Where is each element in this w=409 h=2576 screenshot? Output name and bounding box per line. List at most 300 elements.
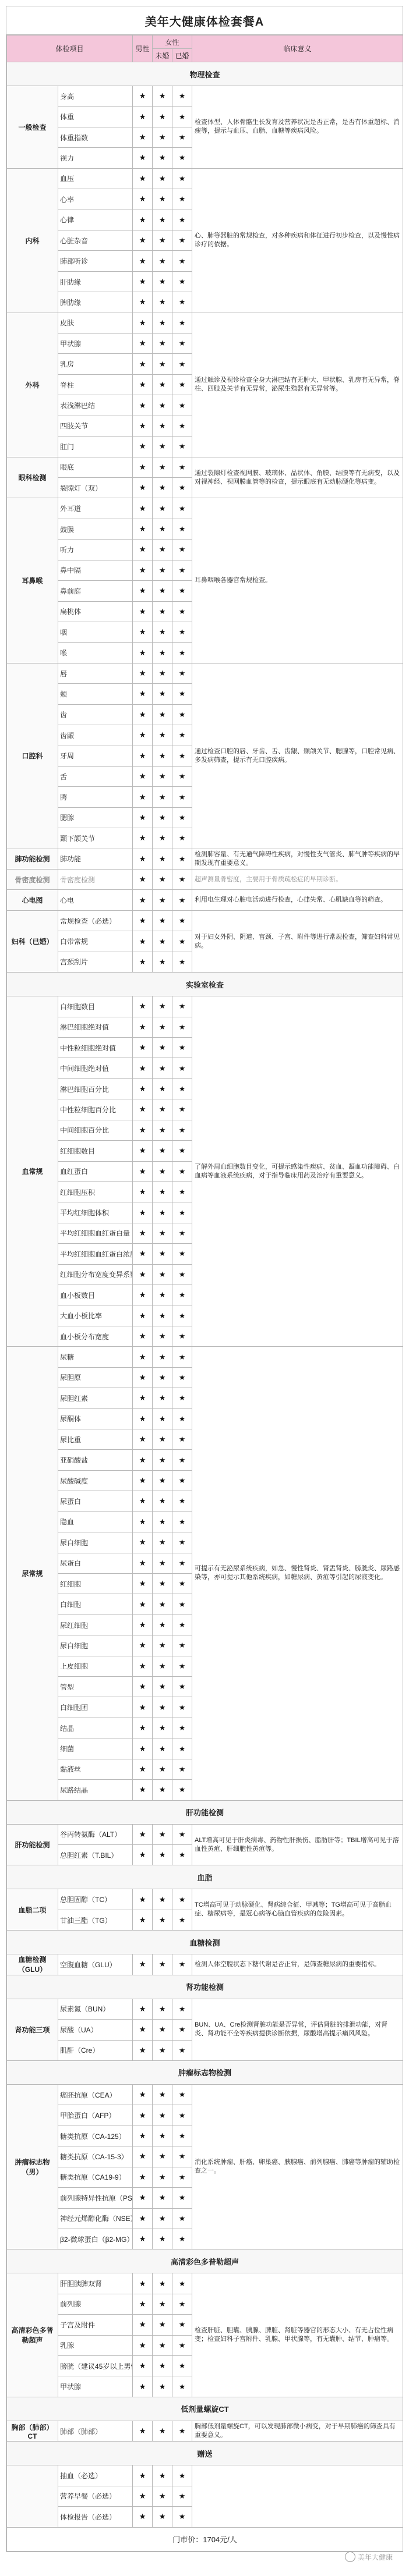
male-star: ★ [133,890,153,910]
female-married-star: ★ [172,107,192,127]
female-unmarried-star: ★ [153,1058,172,1078]
female-unmarried-star: ★ [153,457,172,477]
female-married-star: ★ [172,189,192,210]
male-star: ★ [133,581,153,601]
female-unmarried-star: ★ [153,560,172,580]
female-married-star: ★ [172,1594,192,1615]
female-unmarried-star: ★ [153,292,172,313]
header-female: 女性 [153,36,192,49]
male-star: ★ [133,1470,153,1491]
item-cell: 心率 [58,189,133,210]
meaning-cell: 对于妇女外阴、阴道、宫颈、子宫、附件等进行常规检查，筛查妇科常见病。 [192,910,403,972]
female-married-star: ★ [172,2465,192,2486]
female-unmarried-star: ★ [153,910,172,931]
item-cell: 肝胆胰脾双肾 [58,2273,133,2294]
female-unmarried-star: ★ [153,1223,172,1243]
female-married-star: ★ [172,498,192,519]
meaning-cell: 超声测量骨密度，主要用于骨质疏松症的早期诊断。 [192,870,403,890]
male-star: ★ [133,271,153,292]
female-unmarried-star: ★ [153,1037,172,1058]
male-star: ★ [133,395,153,416]
female-married-star: ★ [172,1202,192,1223]
male-star: ★ [133,230,153,250]
female-unmarried-star: ★ [153,127,172,147]
female-married-star: ★ [172,251,192,271]
female-unmarried-star: ★ [153,251,172,271]
category-cell: 口腔科 [7,663,58,849]
item-cell: 腮腺 [58,807,133,828]
meaning-cell: ALT增高可见于肝炎病毒、药物性肝损伤、脂肪肝等；TBIL增高可见于溶血性黄疸、肝细胞性黄疸等。 [192,1824,403,1865]
female-unmarried-star: ★ [153,996,172,1017]
female-unmarried-star: ★ [153,1824,172,1844]
female-unmarried-star: ★ [153,601,172,622]
female-unmarried-star: ★ [153,2229,172,2249]
female-married-star: ★ [172,1718,192,1738]
header-category: 体检项目 [7,36,133,62]
female-unmarried-star: ★ [153,663,172,683]
male-star: ★ [133,251,153,271]
female-married-star: ★ [172,1635,192,1656]
item-cell: 血小板分布宽度 [58,1326,133,1346]
male-star: ★ [133,1181,153,1202]
item-cell: 中性粒细胞绝对值 [58,1037,133,1058]
item-cell: 甲状腺 [58,2376,133,2397]
item-cell: 白带常规 [58,931,133,952]
male-star: ★ [133,1999,153,2019]
male-star: ★ [133,1780,153,1800]
male-star: ★ [133,1099,153,1120]
item-cell: 咽 [58,622,133,642]
male-star: ★ [133,1202,153,1223]
category-cell: 肿瘤标志物（男） [7,2084,58,2249]
male-star: ★ [133,952,153,972]
male-star: ★ [133,2188,153,2208]
female-unmarried-star: ★ [153,354,172,374]
female-unmarried-star: ★ [153,2273,172,2294]
female-married-star: ★ [172,1223,192,1243]
female-married-star: ★ [172,127,192,147]
item-cell: 乳房 [58,354,133,374]
male-star: ★ [133,2294,153,2314]
female-unmarried-star: ★ [153,540,172,560]
item-cell: 肺功能 [58,849,133,869]
male-star: ★ [133,910,153,931]
item-cell: 淋巴细胞百分比 [58,1078,133,1099]
item-cell: 红细胞 [58,1573,133,1594]
item-cell: 眼底 [58,457,133,477]
female-married-star: ★ [172,354,192,374]
female-married-star: ★ [172,828,192,849]
female-married-star: ★ [172,1824,192,1844]
item-cell: 平均红细胞血红蛋白浓度 [58,1244,133,1264]
female-married-star: ★ [172,478,192,498]
female-unmarried-star: ★ [153,1491,172,1511]
female-unmarried-star: ★ [153,1677,172,1697]
female-married-star: ★ [172,601,192,622]
male-star: ★ [133,1450,153,1470]
category-cell: 血常规 [7,996,58,1347]
female-unmarried-star: ★ [153,1388,172,1408]
male-star: ★ [133,437,153,457]
male-star: ★ [133,1889,153,1910]
female-married-star: ★ [172,1388,192,1408]
female-married-star: ★ [172,1759,192,1779]
male-star: ★ [133,1347,153,1367]
female-unmarried-star: ★ [153,2188,172,2208]
male-star: ★ [133,1120,153,1140]
female-married-star: ★ [172,952,192,972]
item-cell: 中间细胞百分比 [58,1120,133,1140]
female-unmarried-star: ★ [153,622,172,642]
female-unmarried-star: ★ [153,1161,172,1181]
female-unmarried-star: ★ [153,1347,172,1367]
category-cell: 肾功能三项 [7,1999,58,2060]
female-unmarried-star: ★ [153,684,172,704]
section-header: 肿瘤标志物检测 [7,2060,403,2084]
female-married-star: ★ [172,1697,192,1718]
item-cell: 血压 [58,168,133,189]
female-unmarried-star: ★ [153,1202,172,1223]
female-unmarried-star: ★ [153,2084,172,2105]
male-star: ★ [133,540,153,560]
item-cell: 心脏杂音 [58,230,133,250]
female-unmarried-star: ★ [153,1594,172,1615]
male-star: ★ [133,601,153,622]
female-married-star: ★ [172,890,192,910]
item-cell: 心电 [58,890,133,910]
female-married-star: ★ [172,2105,192,2126]
male-star: ★ [133,622,153,642]
female-unmarried-star: ★ [153,1954,172,1975]
male-star: ★ [133,931,153,952]
female-married-star: ★ [172,1181,192,1202]
item-cell: β2-微球蛋白（β2-MG） [58,2229,133,2249]
male-star: ★ [133,2421,153,2441]
male-star: ★ [133,560,153,580]
male-star: ★ [133,1326,153,1346]
male-star: ★ [133,1305,153,1326]
female-unmarried-star: ★ [153,1120,172,1140]
item-cell: 裂隙灯（双） [58,478,133,498]
female-unmarried-star: ★ [153,86,172,107]
section-header: 高清彩色多普勒超声 [7,2249,403,2273]
table-row [7,457,403,477]
female-unmarried-star: ★ [153,643,172,663]
meaning-cell: 检查肝脏、胆囊、胰腺、脾脏、肾脏等器官的形态大小、有无占位性病变；检查妇科子宫附件、乳腺、甲状腺等，有无囊肿、结节、肿瘤等。 [192,2273,403,2397]
item-cell: 尿红细胞 [58,1615,133,1635]
item-cell: 甘油三酯（TG） [58,1910,133,1930]
female-married-star: ★ [172,1491,192,1511]
male-star: ★ [133,1594,153,1615]
female-married-star: ★ [172,1264,192,1285]
male-star: ★ [133,1511,153,1532]
female-unmarried-star: ★ [153,2421,172,2441]
female-married-star: ★ [172,2146,192,2167]
female-unmarried-star: ★ [153,148,172,168]
female-married-star: ★ [172,1429,192,1450]
category-cell: 血糖检测（GLU） [7,1954,58,1975]
male-star: ★ [133,725,153,746]
item-cell: 甲状腺 [58,333,133,354]
meaning-cell [192,2465,403,2527]
female-married-star: ★ [172,2229,192,2249]
female-unmarried-star: ★ [153,1532,172,1553]
male-star: ★ [133,1615,153,1635]
female-married-star: ★ [172,2315,192,2335]
table-row [7,910,403,931]
meaning-cell: 检测肺容量、有无通气障碍性疾病，对慢性支气管炎、肺气肿等疾病的早期发现有重要意义。 [192,849,403,869]
male-star: ★ [133,1161,153,1181]
male-star: ★ [133,2167,153,2187]
female-unmarried-star: ★ [153,1615,172,1635]
female-married-star: ★ [172,725,192,746]
female-married-star: ★ [172,1656,192,1676]
female-unmarried-star: ★ [153,2105,172,2126]
male-star: ★ [133,1954,153,1975]
category-cell: 心电图 [7,890,58,910]
female-married-star: ★ [172,996,192,1017]
table-row [7,890,403,910]
female-unmarried-star: ★ [153,2126,172,2146]
table-row [7,1824,403,1844]
male-star: ★ [133,354,153,374]
female-married-star: ★ [172,2126,192,2146]
female-married-star: ★ [172,787,192,807]
item-cell: 糖类抗原（CA-125） [58,2126,133,2146]
female-married-star: ★ [172,374,192,395]
female-married-star: ★ [172,643,192,663]
item-cell: 舌 [58,766,133,786]
female-unmarried-star: ★ [153,1264,172,1285]
item-cell: 视力 [58,148,133,168]
male-star: ★ [133,1429,153,1450]
female-unmarried-star: ★ [153,2507,172,2527]
item-cell: 体重指数 [58,127,133,147]
female-unmarried-star: ★ [153,478,172,498]
female-married-star: ★ [172,2335,192,2355]
price-text: 门市价：1704元/人 [7,2527,403,2551]
item-cell: 喉 [58,643,133,663]
female-unmarried-star: ★ [153,2294,172,2314]
female-married-star: ★ [172,2084,192,2105]
female-married-star: ★ [172,540,192,560]
item-cell: 常规检查（必选） [58,910,133,931]
table-row [7,498,403,519]
male-star: ★ [133,1635,153,1656]
male-star: ★ [133,2040,153,2060]
female-unmarried-star: ★ [153,581,172,601]
category-cell: 妇科（已婚） [7,910,58,972]
item-cell: 红细胞数目 [58,1141,133,1161]
item-cell: 尿路结晶 [58,1780,133,1800]
page-title: 美年大健康体检套餐A [6,6,403,35]
item-cell: 尿白细胞 [58,1635,133,1656]
male-star: ★ [133,2146,153,2167]
female-married-star: ★ [172,663,192,683]
section-header: 低剂量螺旋CT [7,2397,403,2421]
male-star: ★ [133,1824,153,1844]
item-cell: 甲胎蛋白（AFP） [58,2105,133,2126]
female-married-star: ★ [172,1120,192,1140]
female-married-star: ★ [172,1780,192,1800]
item-cell: 表浅淋巴结 [58,395,133,416]
item-cell: 管型 [58,1677,133,1697]
female-unmarried-star: ★ [153,1408,172,1429]
item-cell: 抽血（必选） [58,2465,133,2486]
female-unmarried-star: ★ [153,1017,172,1037]
male-star: ★ [133,333,153,354]
male-star: ★ [133,766,153,786]
female-married-star: ★ [172,766,192,786]
female-unmarried-star: ★ [153,828,172,849]
table-row [7,2465,403,2486]
female-married-star: ★ [172,395,192,416]
female-married-star: ★ [172,148,192,168]
male-star: ★ [133,1017,153,1037]
female-married-star: ★ [172,2208,192,2229]
female-married-star: ★ [172,1161,192,1181]
header-meaning: 临床意义 [192,36,403,62]
female-married-star: ★ [172,1615,192,1635]
item-cell: 心律 [58,210,133,230]
female-unmarried-star: ★ [153,807,172,828]
male-star: ★ [133,828,153,849]
item-cell: 腭 [58,787,133,807]
female-married-star: ★ [172,1999,192,2019]
male-star: ★ [133,1244,153,1264]
meaning-cell: 胸部低剂量螺旋CT，可以发现肺部微小病变，对于早期肺癌的筛查具有重要意义。 [192,2421,403,2441]
female-married-star: ★ [172,849,192,869]
female-unmarried-star: ★ [153,2376,172,2397]
female-unmarried-star: ★ [153,1511,172,1532]
female-married-star: ★ [172,1910,192,1930]
female-unmarried-star: ★ [153,725,172,746]
male-star: ★ [133,2105,153,2126]
meaning-cell: 可提示有无泌尿系统疾病，如急、慢性肾炎、肾盂肾炎、膀胱炎、尿路感染等，亦可提示其他系统疾病，如糖尿病、黄疸等引起的尿液变化。 [192,1347,403,1800]
table-row [7,849,403,869]
female-married-star: ★ [172,1037,192,1058]
male-star: ★ [133,2335,153,2355]
female-married-star: ★ [172,2376,192,2397]
male-star: ★ [133,1367,153,1388]
item-cell: 体检报告（必选） [58,2507,133,2527]
female-married-star: ★ [172,333,192,354]
table-body [7,62,403,2528]
male-star: ★ [133,1553,153,1573]
item-cell: 前列腺特异性抗原（PS [58,2188,133,2208]
item-cell: 空腹血糖（GLU） [58,1954,133,1975]
meaning-cell: 通过裂隙灯检查视网膜、玻璃体、晶状体、角膜、结膜等有无病变，以及对视神经、视网膜血管等的检查，提示眼底有无动脉硬化等病变。 [192,457,403,498]
item-cell: 鼻前庭 [58,581,133,601]
female-married-star: ★ [172,1889,192,1910]
male-star: ★ [133,1388,153,1408]
meaning-cell: TC增高可见于动脉硬化、肾病综合征、甲减等；TG增高可见于高脂血症、糖尿病等，是冠心病等心脑血管疾病的危险因素。 [192,1889,403,1931]
item-cell: 脾肋缘 [58,292,133,313]
item-cell: 癌胚抗原（CEA） [58,2084,133,2105]
watermark [345,2552,393,2562]
female-unmarried-star: ★ [153,2335,172,2355]
item-cell: 外耳道 [58,498,133,519]
table-row [7,1347,403,1367]
male-star: ★ [133,746,153,766]
male-star: ★ [133,807,153,828]
checkup-table [6,35,403,2552]
female-unmarried-star: ★ [153,1635,172,1656]
male-star: ★ [133,86,153,107]
header-married: 已婚 [172,49,192,62]
female-unmarried-star: ★ [153,107,172,127]
item-cell: 尿胆原 [58,1367,133,1388]
female-unmarried-star: ★ [153,168,172,189]
male-star: ★ [133,478,153,498]
female-married-star: ★ [172,2167,192,2187]
female-unmarried-star: ★ [153,1780,172,1800]
female-unmarried-star: ★ [153,1656,172,1676]
female-unmarried-star: ★ [153,395,172,416]
female-unmarried-star: ★ [153,1450,172,1470]
female-married-star: ★ [172,2273,192,2294]
female-married-star: ★ [172,2507,192,2527]
female-married-star: ★ [172,292,192,313]
header-unmarried: 未婚 [153,49,172,62]
male-star: ★ [133,519,153,539]
meaning-cell: 耳鼻咽喉各器官常规检查。 [192,498,403,663]
item-cell: 尿胆红素 [58,1388,133,1408]
item-cell: 唇 [58,663,133,683]
meaning-cell: 通过触诊及视诊检查全身大淋巴结有无肿大、甲状腺、乳房有无异常，脊柱、四肢及关节有无异常，泌尿生殖器有无异常等。 [192,313,403,457]
section-header: 肾功能检测 [7,1975,403,1999]
male-star: ★ [133,1573,153,1594]
female-married-star: ★ [172,1367,192,1388]
male-star: ★ [133,1408,153,1429]
female-unmarried-star: ★ [153,2167,172,2187]
table-row [7,996,403,1017]
male-star: ★ [133,1264,153,1285]
male-star: ★ [133,2356,153,2376]
female-married-star: ★ [172,2020,192,2040]
category-cell: 肝功能检测 [7,1824,58,1865]
item-cell: 红细胞压积 [58,1181,133,1202]
female-unmarried-star: ★ [153,2020,172,2040]
item-cell: 听力 [58,540,133,560]
female-married-star: ★ [172,1285,192,1305]
male-star: ★ [133,2020,153,2040]
item-cell: 白细胞 [58,1594,133,1615]
female-unmarried-star: ★ [153,1470,172,1491]
male-star: ★ [133,2486,153,2506]
male-star: ★ [133,374,153,395]
female-married-star: ★ [172,168,192,189]
category-cell: 胸部（肺部）CT [7,2421,58,2441]
male-star: ★ [133,148,153,168]
male-star: ★ [133,1223,153,1243]
female-married-star: ★ [172,437,192,457]
female-unmarried-star: ★ [153,1697,172,1718]
female-unmarried-star: ★ [153,890,172,910]
female-married-star: ★ [172,2040,192,2060]
female-unmarried-star: ★ [153,498,172,519]
item-cell: 牙周 [58,746,133,766]
male-star: ★ [133,1141,153,1161]
female-married-star: ★ [172,746,192,766]
item-cell: 颞下颌关节 [58,828,133,849]
item-cell: 四肢关节 [58,416,133,436]
meaning-cell: 消化系统肿瘤、肝癌、卵巢癌、胰腺癌、前列腺癌、肺癌等肿瘤的辅助检查之一。 [192,2084,403,2249]
female-married-star: ★ [172,870,192,890]
male-star: ★ [133,2376,153,2397]
table-row [7,663,403,683]
item-cell: 乳腺 [58,2335,133,2355]
